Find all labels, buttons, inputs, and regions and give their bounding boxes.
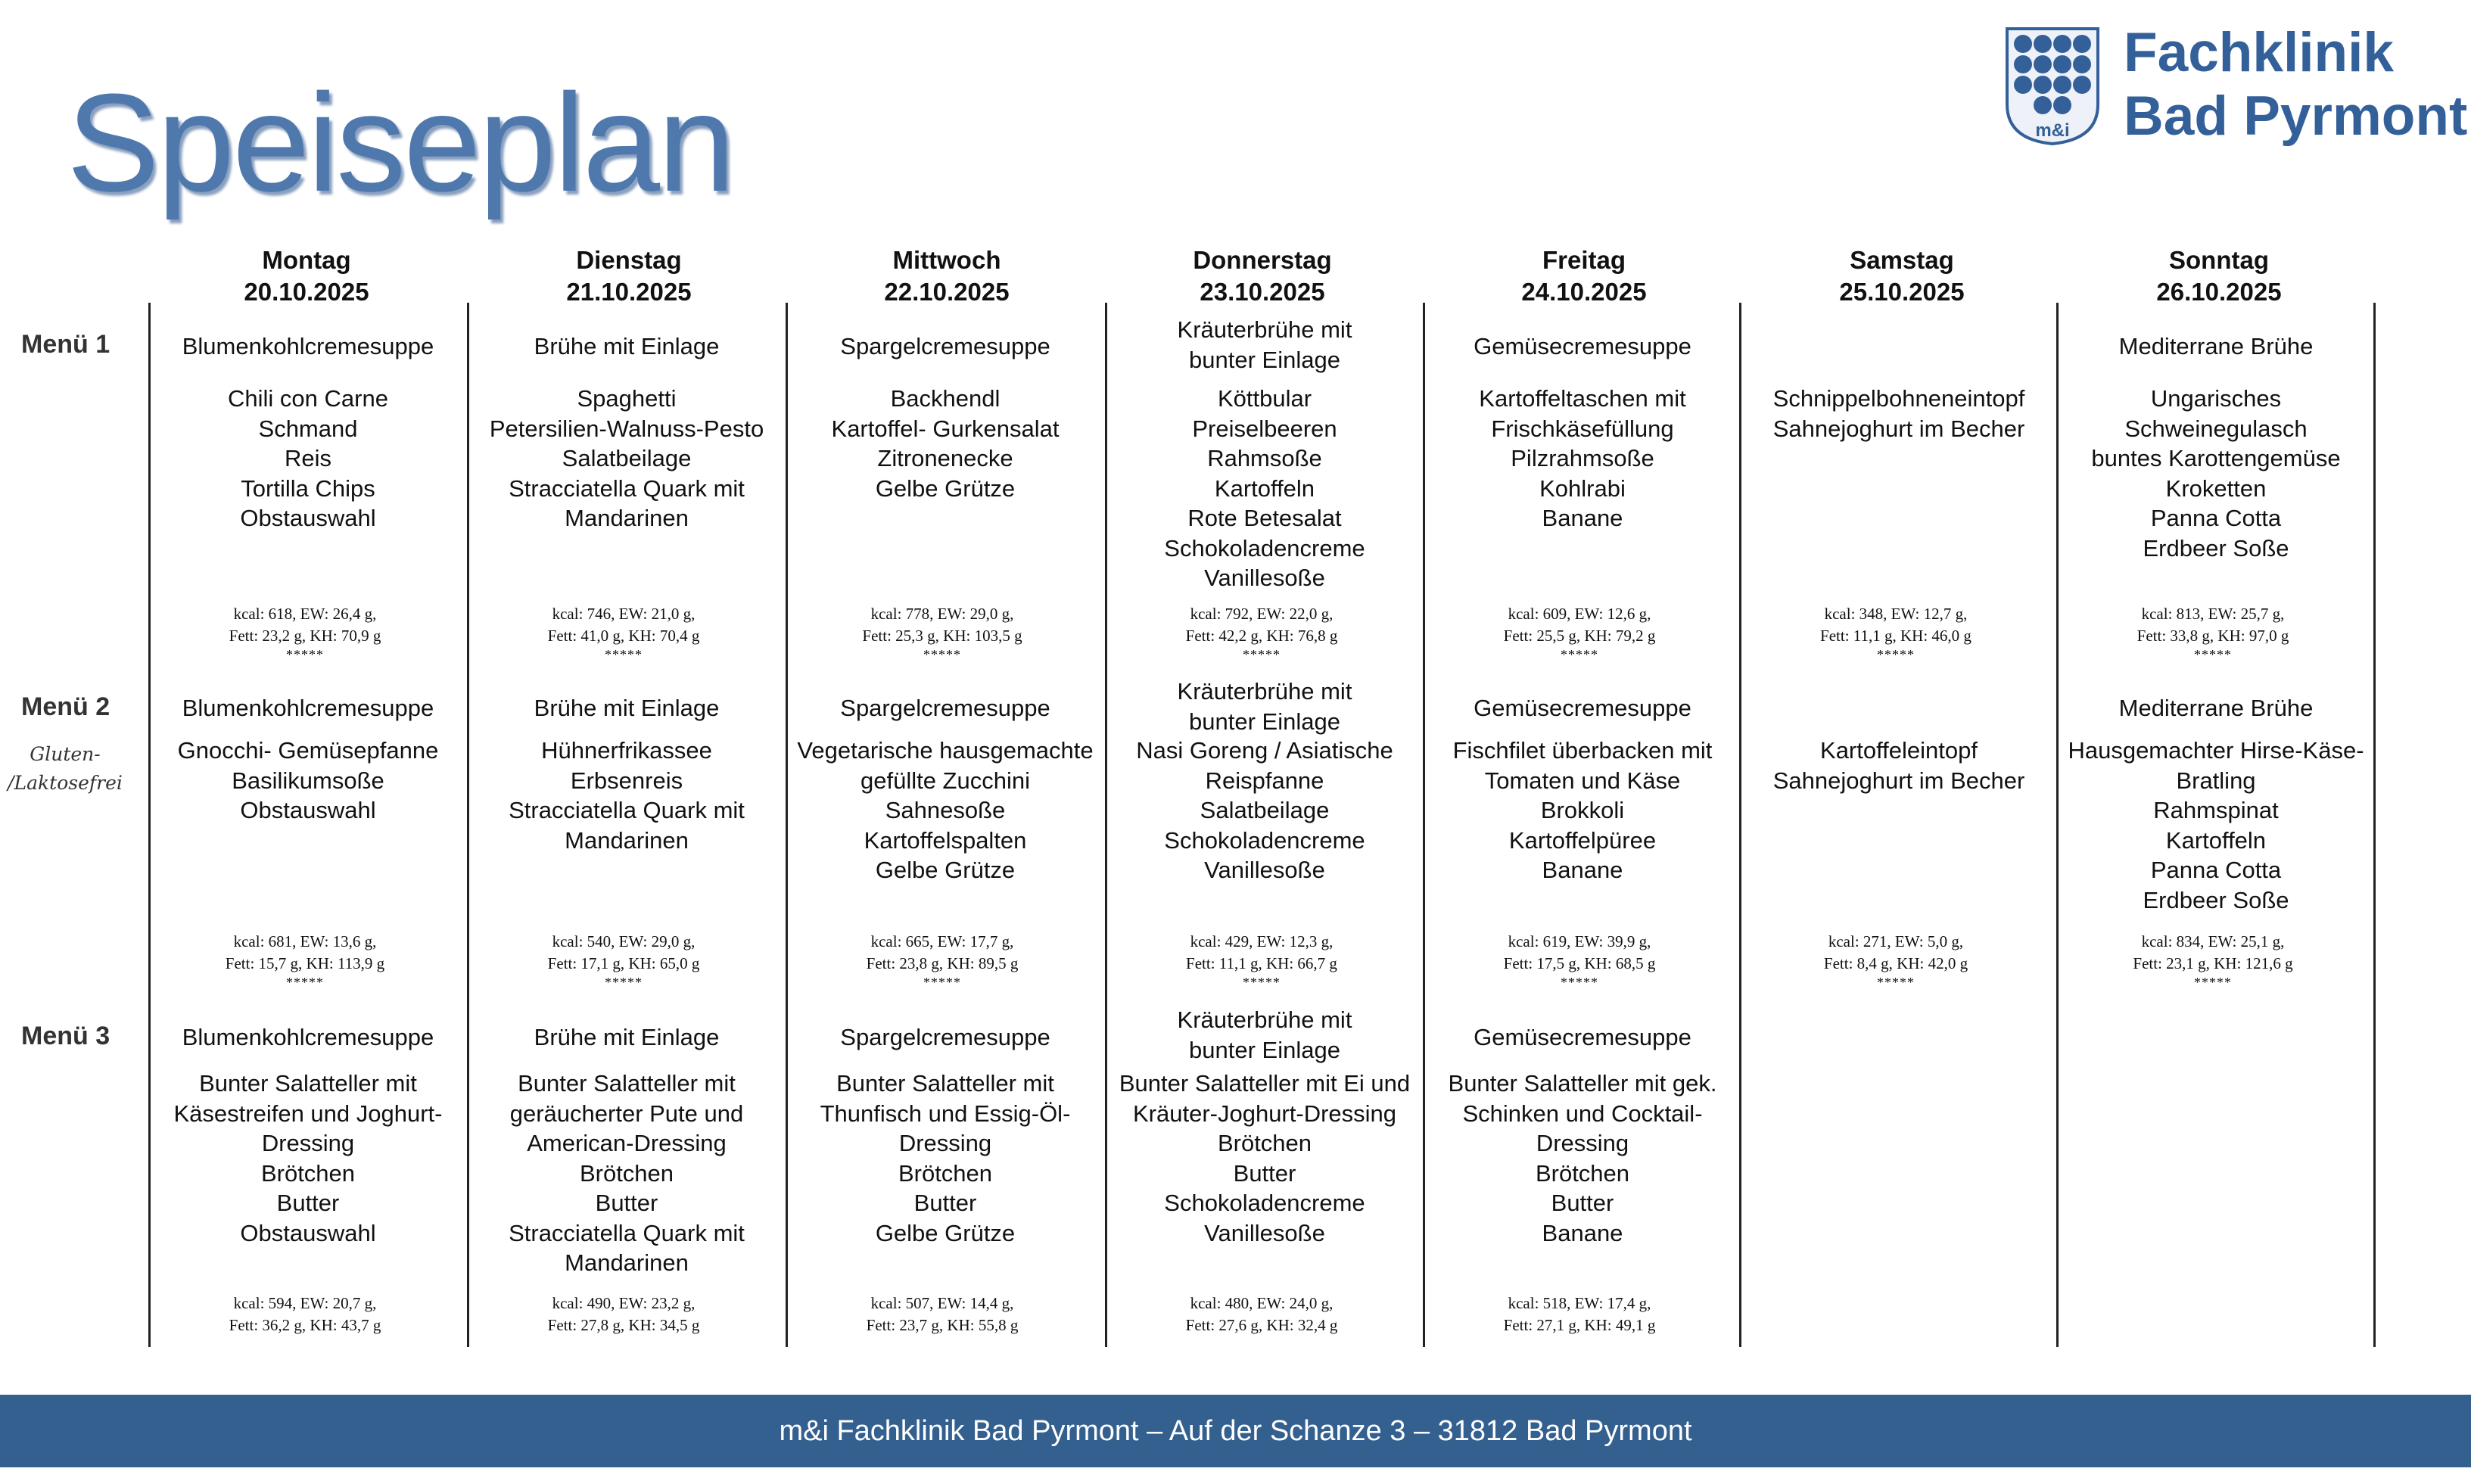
day-name: Dienstag (576, 246, 682, 274)
dish-list (469, 384, 784, 534)
nutrition-line: kcal: 348, EW: 12,7 g, (1824, 605, 1968, 623)
rating-stars: ***** (286, 975, 324, 990)
dish-item: Sahnejoghurt im Becher (1772, 415, 2025, 442)
dish-item: Vanillesoße (1204, 1219, 1325, 1246)
nutrition-info (466, 603, 781, 662)
dish-item: Vanillesoße (1204, 857, 1325, 883)
dish-item: Gelbe Grütze (875, 857, 1016, 883)
nutrition-info (1738, 931, 2053, 990)
day-header-saturday (1747, 244, 2057, 308)
soup: Kräuterbrühe mit bunter Einlage (1177, 1006, 1352, 1063)
dish-list (788, 1069, 1103, 1248)
dish-item: geräucherter Pute und (509, 1100, 744, 1127)
nutrition-line: kcal: 429, EW: 12,3 g, (1190, 932, 1334, 950)
soup: Kräuterbrühe mit bunter Einlage (1177, 678, 1352, 735)
day-name: Montag (262, 246, 351, 274)
dish-item: Mandarinen (565, 505, 689, 531)
soup: Brühe mit Einlage (534, 333, 720, 359)
dish-list (1107, 1069, 1422, 1248)
dish-list (151, 384, 465, 534)
rating-stars: ***** (605, 975, 643, 990)
nutrition-line: kcal: 490, EW: 23,2 g, (552, 1294, 696, 1312)
dish-item: Kartoffeln (2165, 826, 2267, 854)
dish-list (788, 736, 1103, 885)
menu-1-label: Menü 1 (21, 330, 110, 359)
nutrition-line: kcal: 792, EW: 22,0 g, (1190, 605, 1334, 623)
nutrition-info (466, 1293, 781, 1336)
dish-item: Stracciatella Quark mit (509, 797, 745, 823)
nutrition-line: Fett: 41,0 g, KH: 70,4 g (547, 627, 700, 645)
soup: Brühe mit Einlage (534, 695, 720, 721)
page-title: Speiseplan (67, 64, 733, 220)
dish-item: Obstauswahl (240, 505, 376, 531)
dish-list (151, 736, 465, 826)
dish-item: Banane (1542, 505, 1623, 531)
gluten-lactose-free-note: Gluten- /Laktosefrei (8, 743, 123, 794)
rating-stars: ***** (1243, 647, 1281, 662)
dish-item: Vegetarische hausgemachte (797, 737, 1094, 764)
dish-item: Köttbular (1217, 385, 1312, 412)
dish-item: Pilzrahmsoße (1511, 445, 1654, 471)
dish-item: Ungarisches (2150, 385, 2282, 412)
rating-stars: ***** (1243, 975, 1281, 990)
nutrition-line: kcal: 778, EW: 29,0 g, (870, 605, 1014, 623)
dish-item: Basilikumsoße (232, 767, 384, 794)
dish-item: Rahmspinat (2153, 797, 2279, 823)
dish-item: Kartoffelpüree (1508, 826, 1657, 854)
day-name: Donnerstag (1193, 246, 1332, 274)
dish-item: Butter (276, 1190, 340, 1216)
day-date: 20.10.2025 (244, 278, 369, 306)
soup: Spargelcremesuppe (840, 1024, 1050, 1050)
dish-item: Thunfisch und Essig-Öl- (820, 1100, 1071, 1127)
day-name: Mittwoch (892, 246, 1001, 274)
day-name: Samstag (1850, 246, 1954, 274)
nutrition-line: Fett: 42,2 g, KH: 76,8 g (1185, 627, 1338, 645)
dish-item: Obstauswahl (240, 1219, 376, 1246)
nutrition-line: kcal: 594, EW: 20,7 g, (233, 1294, 377, 1312)
nutrition-info (1422, 603, 1737, 662)
nutrition-line: Fett: 25,5 g, KH: 79,2 g (1503, 627, 1656, 645)
dish-item: Tortilla Chips (241, 474, 375, 502)
dish-item: Schnippelbohneneintopf (1772, 385, 2025, 412)
dish-item: Mandarinen (565, 1249, 689, 1276)
dish-item: Erbsenreis (570, 767, 683, 794)
nutrition-line: Fett: 33,8 g, KH: 97,0 g (2136, 627, 2289, 645)
rating-stars: ***** (2194, 647, 2232, 662)
dish-item: Dressing (261, 1130, 355, 1156)
soup: Gemüsecremesuppe (1474, 1024, 1691, 1050)
dish-item: Erdbeer Soße (2143, 534, 2289, 562)
dish-item: Panna Cotta (2150, 505, 2282, 531)
nutrition-line: Fett: 27,6 g, KH: 32,4 g (1185, 1316, 1338, 1334)
dish-item: Butter (595, 1190, 658, 1216)
dish-item: Schokoladencreme (1164, 534, 1365, 562)
dish-item: gefüllte Zucchini (860, 767, 1030, 794)
dish-item: Banane (1542, 857, 1623, 883)
dish-item: Bunter Salatteller mit Ei und (1119, 1070, 1411, 1097)
soup: Mediterrane Brühe (2118, 695, 2314, 721)
soup: Spargelcremesuppe (840, 695, 1050, 721)
nutrition-line: kcal: 271, EW: 5,0 g, (1828, 932, 1964, 950)
nutrition-line: Fett: 17,1 g, KH: 65,0 g (547, 954, 700, 972)
dish-item: Bunter Salatteller mit (199, 1070, 417, 1097)
nutrition-line: kcal: 746, EW: 21,0 g, (552, 605, 696, 623)
clinic-logo-icon (2004, 26, 2101, 147)
nutrition-line: kcal: 507, EW: 14,4 g, (870, 1294, 1014, 1312)
day-date: 22.10.2025 (884, 278, 1010, 306)
dish-item: Brötchen (579, 1159, 674, 1187)
nutrition-line: Fett: 23,8 g, KH: 89,5 g (866, 954, 1019, 972)
column-divider (2373, 303, 2376, 1347)
soup: Blumenkohlcremesuppe (182, 333, 434, 359)
dish-item: Kartoffelspalten (864, 826, 1027, 854)
dish-item: Schokoladencreme (1164, 1190, 1365, 1216)
soup: Kräuterbrühe mit bunter Einlage (1177, 316, 1352, 373)
dish-list (1107, 736, 1422, 885)
nutrition-line: Fett: 8,4 g, KH: 42,0 g (1823, 954, 1968, 972)
dish-item: Schmand (258, 415, 358, 442)
dish-item: Reispfanne (1205, 767, 1324, 794)
dish-item: Nasi Goreng / Asiatische (1136, 737, 1393, 764)
nutrition-info (1422, 1293, 1737, 1336)
dish-item: Rote Betesalat (1187, 505, 1342, 531)
nutrition-line: Fett: 11,1 g, KH: 66,7 g (1186, 954, 1337, 972)
rating-stars: ***** (1877, 975, 1915, 990)
nutrition-line: kcal: 480, EW: 24,0 g, (1190, 1294, 1334, 1312)
day-header-friday (1429, 244, 1739, 308)
dish-item: Salatbeilage (562, 445, 692, 471)
dish-item: Kohlrabi (1539, 474, 1626, 502)
dish-item: Käsestreifen und Joghurt- (173, 1100, 443, 1127)
nutrition-line: Fett: 11,1 g, KH: 46,0 g (1820, 627, 1972, 645)
dish-item: Sahnesoße (885, 797, 1006, 823)
nutrition-line: Fett: 23,1 g, KH: 121,6 g (2133, 954, 2293, 972)
dish-list (1425, 384, 1740, 534)
nutrition-info (2056, 603, 2370, 662)
day-date: 25.10.2025 (1839, 278, 1965, 306)
dish-item: Obstauswahl (240, 797, 376, 823)
nutrition-info (1104, 1293, 1419, 1336)
nutrition-line: Fett: 27,1 g, KH: 49,1 g (1503, 1316, 1656, 1334)
nutrition-info (1738, 603, 2053, 662)
dish-item: Petersilien-Walnuss-Pesto (489, 415, 764, 442)
clinic-logo (2004, 21, 2468, 154)
menu-3-label: Menü 3 (21, 1022, 110, 1050)
day-header-tuesday (474, 244, 784, 308)
dish-item: Brötchen (1535, 1159, 1630, 1187)
dish-item: Kartoffel- Gurkensalat (831, 415, 1060, 442)
dish-list (1425, 1069, 1740, 1248)
dish-item: Hühnerfrikassee (541, 737, 712, 764)
nutrition-line: kcal: 618, EW: 26,4 g, (233, 605, 377, 623)
dish-item: Dressing (1536, 1130, 1629, 1156)
dish-item: Hausgemachter Hirse-Käse- (2068, 737, 2364, 764)
dish-item: Sahnejoghurt im Becher (1772, 767, 2025, 794)
soup: Gemüsecremesuppe (1474, 695, 1691, 721)
nutrition-info (148, 1293, 462, 1336)
dish-item: Bunter Salatteller mit (518, 1070, 736, 1097)
nutrition-line: kcal: 665, EW: 17,7 g, (870, 932, 1014, 950)
menu-2-label: Menü 2 (21, 692, 110, 721)
dish-item: Panna Cotta (2150, 857, 2282, 883)
dish-item: Kartoffeleintopf (1820, 737, 1978, 764)
logo-line-1: Fachklinik (2124, 22, 2395, 83)
soup: Mediterrane Brühe (2118, 333, 2314, 359)
dish-list (1741, 384, 2056, 443)
nutrition-info (148, 931, 462, 990)
dish-item: Gelbe Grütze (875, 474, 1016, 502)
dish-item: Schokoladencreme (1164, 826, 1365, 854)
logo-text (2124, 21, 2467, 148)
rating-stars: ***** (1877, 647, 1915, 662)
day-header-sunday (2064, 244, 2374, 308)
footer-address: m&i Fachklinik Bad Pyrmont – Auf der Schanze 3 – 31812 Bad Pyrmont (0, 1395, 2471, 1467)
dish-item: Gnocchi- Gemüsepfanne (177, 737, 439, 764)
dish-item: Spaghetti (577, 385, 677, 412)
dish-item: Brötchen (1217, 1130, 1312, 1156)
nutrition-line: Fett: 27,8 g, KH: 34,5 g (547, 1316, 700, 1334)
dish-item: Kroketten (2165, 474, 2267, 502)
dish-item: Rahmsoße (1207, 445, 1322, 471)
day-date: 21.10.2025 (566, 278, 692, 306)
dish-item: Brötchen (898, 1159, 993, 1187)
nutrition-line: kcal: 540, EW: 29,0 g, (552, 932, 696, 950)
nutrition-info (466, 931, 781, 990)
dish-item: Dressing (898, 1130, 992, 1156)
soup: Gemüsecremesuppe (1474, 333, 1691, 359)
dish-item: buntes Karottengemüse (2091, 445, 2341, 471)
logo-line-2: Bad Pyrmont (2124, 86, 2468, 147)
day-date: 26.10.2025 (2156, 278, 2282, 306)
dish-item: Vanillesoße (1204, 565, 1325, 591)
dish-list (469, 736, 784, 855)
nutrition-line: kcal: 681, EW: 13,6 g, (233, 932, 377, 950)
nutrition-line: kcal: 834, EW: 25,1 g, (2141, 932, 2285, 950)
nutrition-info (148, 603, 462, 662)
dish-list (1425, 736, 1740, 885)
dish-list (1107, 384, 1422, 593)
soup: Brühe mit Einlage (534, 1024, 720, 1050)
nutrition-line: Fett: 23,2 g, KH: 70,9 g (229, 627, 381, 645)
rating-stars: ***** (923, 647, 961, 662)
dish-item: American-Dressing (527, 1130, 727, 1156)
day-header-wednesday (792, 244, 1102, 308)
nutrition-line: Fett: 17,5 g, KH: 68,5 g (1503, 954, 1656, 972)
day-header-thursday (1107, 244, 1418, 308)
soup: Blumenkohlcremesuppe (182, 695, 434, 721)
dish-list (151, 1069, 465, 1248)
nutrition-info (785, 1293, 1100, 1336)
logo-badge-text: m&i (2035, 120, 2070, 141)
day-name: Freitag (1542, 246, 1626, 274)
dish-item: Butter (913, 1190, 977, 1216)
soup: Blumenkohlcremesuppe (182, 1024, 434, 1050)
nutrition-line: Fett: 23,7 g, KH: 55,8 g (866, 1316, 1019, 1334)
nutrition-info (2056, 931, 2370, 990)
dish-item: Schweinegulasch (2124, 415, 2308, 442)
dish-item: Fischfilet überbacken mit (1452, 737, 1713, 764)
dish-item: Stracciatella Quark mit (509, 474, 745, 502)
dish-list (2059, 384, 2373, 563)
dish-list (469, 1069, 784, 1278)
dish-item: Kräuter-Joghurt-Dressing (1132, 1100, 1397, 1127)
nutrition-line: kcal: 609, EW: 12,6 g, (1508, 605, 1651, 623)
nutrition-info (785, 603, 1100, 662)
dish-item: Butter (1551, 1190, 1614, 1216)
dish-item: Bunter Salatteller mit gek. (1448, 1070, 1717, 1097)
day-date: 24.10.2025 (1521, 278, 1647, 306)
dish-item: Salatbeilage (1200, 797, 1330, 823)
nutrition-line: kcal: 813, EW: 25,7 g, (2141, 605, 2285, 623)
dish-item: Reis (284, 445, 331, 471)
nutrition-info (1422, 931, 1737, 990)
nutrition-line: Fett: 25,3 g, KH: 103,5 g (862, 627, 1022, 645)
nutrition-line: kcal: 619, EW: 39,9 g, (1508, 932, 1651, 950)
nutrition-info (1104, 603, 1419, 662)
dish-item: Bunter Salatteller mit (836, 1070, 1054, 1097)
nutrition-info (785, 931, 1100, 990)
nutrition-info (1104, 931, 1419, 990)
rating-stars: ***** (923, 975, 961, 990)
dish-item: Brötchen (260, 1159, 356, 1187)
dish-item: Brokkoli (1540, 797, 1625, 823)
dish-item: Bratling (2176, 767, 2256, 794)
soup: Spargelcremesuppe (840, 333, 1050, 359)
nutrition-line: Fett: 15,7 g, KH: 113,9 g (225, 954, 385, 972)
nutrition-line: kcal: 518, EW: 17,4 g, (1508, 1294, 1651, 1312)
dish-item: Gelbe Grütze (875, 1219, 1016, 1246)
dish-list (788, 384, 1103, 503)
dish-item: Schinken und Cocktail- (1462, 1100, 1703, 1127)
rating-stars: ***** (605, 647, 643, 662)
day-header-monday (151, 244, 462, 308)
dish-item: Frischkäsefüllung (1491, 415, 1674, 442)
rating-stars: ***** (286, 647, 324, 662)
dish-item: Chili con Carne (228, 385, 388, 412)
dish-item: Mandarinen (565, 826, 689, 854)
dish-item: Tomaten und Käse (1484, 767, 1681, 794)
dish-item: Erdbeer Soße (2143, 886, 2289, 913)
dish-item: Butter (1233, 1159, 1296, 1187)
dish-item: Preiselbeeren (1192, 415, 1337, 442)
dish-item: Kartoffeln (1214, 474, 1315, 502)
day-name: Sonntag (2169, 246, 2269, 274)
dish-list (2059, 736, 2373, 915)
dish-item: Backhendl (890, 385, 1001, 412)
rating-stars: ***** (1561, 975, 1598, 990)
rating-stars: ***** (1561, 647, 1598, 662)
dish-item: Banane (1542, 1219, 1623, 1246)
dish-item: Kartoffeltaschen mit (1479, 385, 1686, 412)
nutrition-line: Fett: 36,2 g, KH: 43,7 g (229, 1316, 381, 1334)
dish-item: Zitronenecke (877, 445, 1013, 471)
day-date: 23.10.2025 (1200, 278, 1325, 306)
rating-stars: ***** (2194, 975, 2232, 990)
dish-list (1741, 736, 2056, 795)
dish-item: Stracciatella Quark mit (509, 1219, 745, 1246)
